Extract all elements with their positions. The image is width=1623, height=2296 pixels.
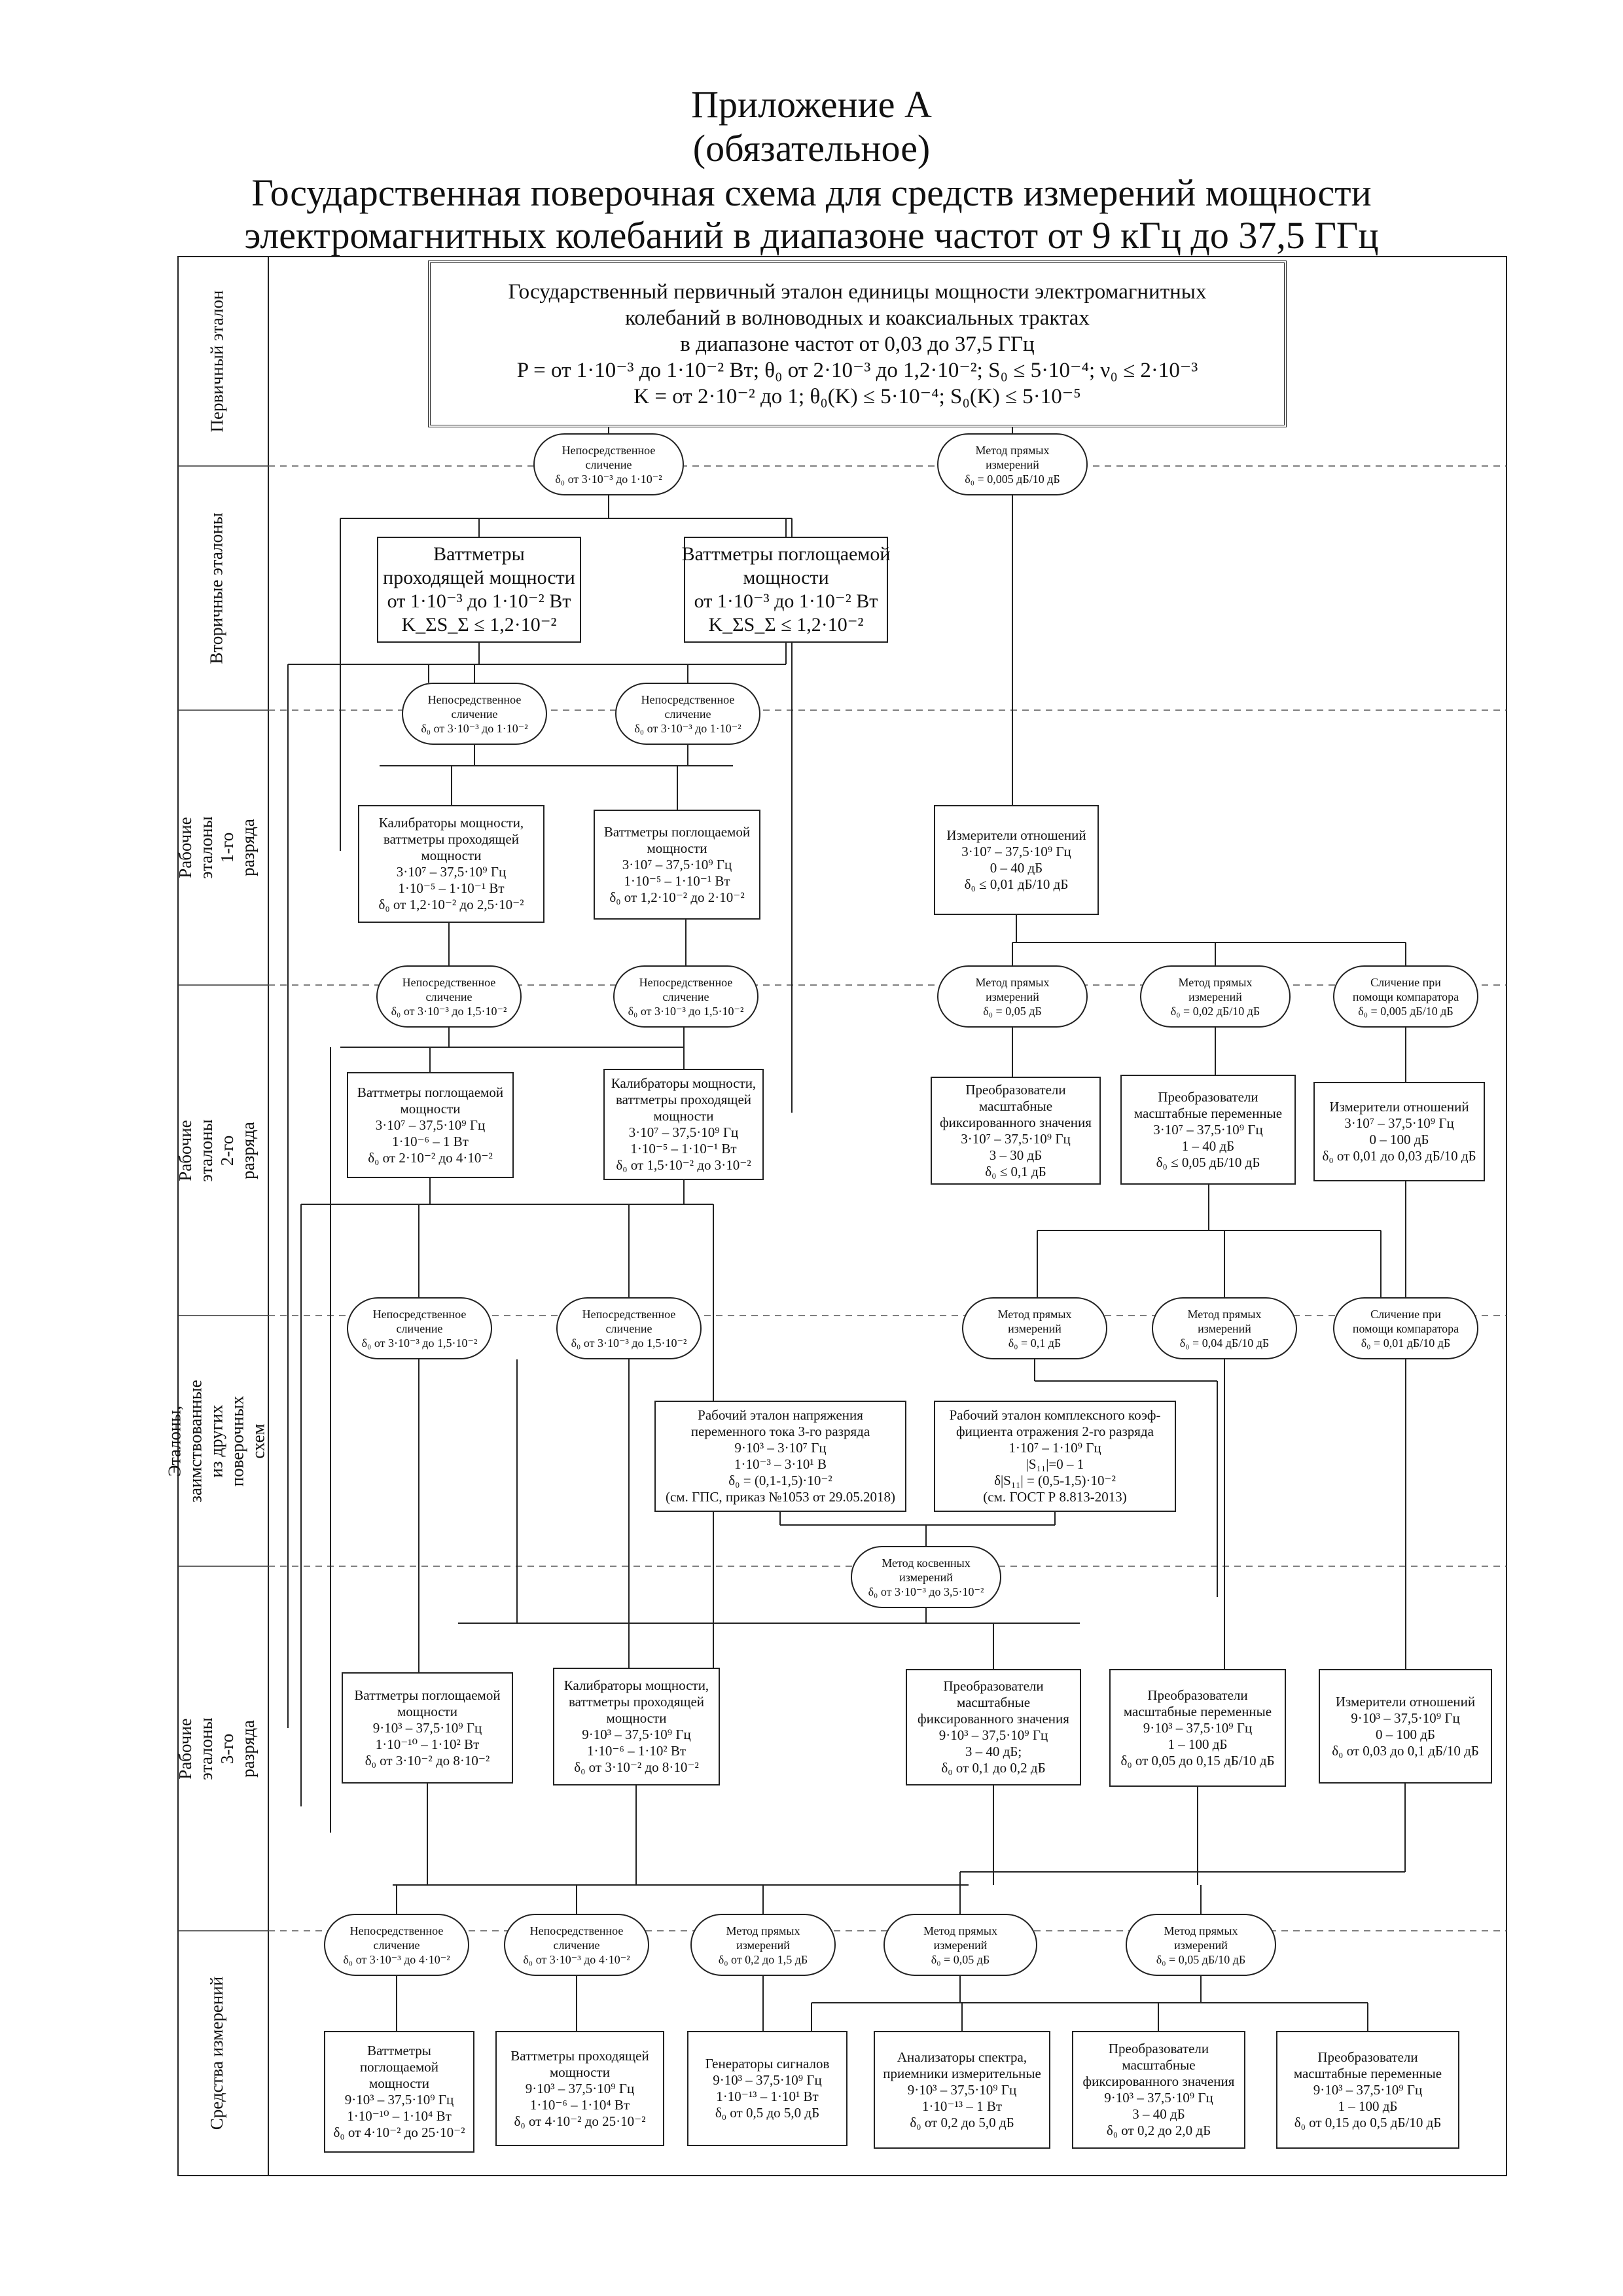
node-text-line: 9·10³ – 37,5·10⁹ Гц [1143, 1719, 1253, 1736]
node-text-line: Измерители отношений [946, 827, 1086, 843]
standard-box-b11 [654, 1401, 906, 1512]
lane-label-instruments: Средства измерений [207, 1976, 227, 2130]
node-text-line: (см. ГПС, приказ №1053 от 29.05.2018) [665, 1489, 896, 1505]
node-text-line: δ₀ от 3·10⁻³ до 3,5·10⁻² [868, 1585, 984, 1598]
node-text-line: фиксированного значения [1082, 2073, 1235, 2089]
node-text-line: Рабочий эталон комплексного коэф- [949, 1407, 1161, 1423]
node-text-line: δ₀ от 0,2 до 1,5 дБ [718, 1952, 808, 1966]
node-text-line: измерений [986, 990, 1039, 1003]
node-text-line: Преобразователи [943, 1678, 1044, 1694]
node-text-line: мощности [743, 567, 829, 588]
node-text-line: Ваттметры [367, 2043, 431, 2058]
standard-box-b5 [934, 805, 1099, 915]
node-text-line: Метод прямых [1164, 1924, 1238, 1937]
method-oval-o1 [533, 433, 684, 495]
node-text-line: мощности [647, 840, 707, 856]
node-text-line: мощности [550, 2064, 610, 2080]
node-text-line: 1·10⁻¹⁰ – 1·10⁴ Вт [347, 2108, 452, 2124]
node-text-line: Ваттметры поглощаемой [603, 823, 751, 840]
standard-box-b17 [1319, 1669, 1492, 1784]
node-text-line: ваттметры проходящей [383, 831, 520, 847]
node-text-line: мощности [653, 1108, 714, 1124]
node-text-line: Непосредственное [639, 975, 733, 989]
node-text-line: 9·10³ – 37,5·10⁹ Гц [1313, 2081, 1423, 2098]
node-text-line: Непосредственное [529, 1924, 624, 1937]
method-oval-o19 [883, 1914, 1037, 1976]
node-text-line: 1·10⁻¹³ – 1·10¹ Вт [716, 2089, 819, 2104]
node-text-line: сличение [605, 1321, 652, 1335]
node-text-line: ваттметры проходящей [615, 1092, 752, 1107]
standard-box-b3 [358, 805, 544, 923]
node-text-line: δ|S₁₁| = (0,5-1,5)·10⁻² [994, 1473, 1116, 1488]
method-oval-o7 [937, 965, 1088, 1028]
node-text-line: измерений [1188, 990, 1242, 1003]
node-text-line: 1·10⁻⁵ – 1·10⁻¹ Вт [624, 872, 730, 889]
node-text-line: Ваттметры поглощаемой [681, 543, 891, 565]
method-oval-o6 [613, 965, 758, 1028]
standard-box-b1 [377, 537, 581, 643]
node-text-line: 3 – 40 дБ [1132, 2106, 1185, 2122]
node-text-line: Метод прямых [997, 1307, 1072, 1321]
node-text-line: Метод прямых [975, 443, 1050, 457]
node-text-line: сличение [451, 707, 498, 721]
node-text-line: 0 – 40 дБ [990, 860, 1043, 876]
node-text-line: от 1·10⁻³ до 1·10⁻² Вт [387, 590, 571, 612]
method-oval-o2 [937, 433, 1088, 495]
node-text-line: масштабные переменные [1293, 2065, 1442, 2081]
node-text-line: Ваттметры поглощаемой [357, 1084, 504, 1100]
node-text-line: |S₁₁|=0 – 1 [1026, 1456, 1084, 1472]
node-text-line: Калибраторы мощности, [611, 1075, 757, 1091]
node-text-line: измерений [899, 1570, 953, 1584]
node-text-line: 3·10⁷ – 37,5·10⁹ Гц [961, 1130, 1071, 1147]
node-text-line: 0 – 100 дБ [1369, 1132, 1429, 1147]
node-text-line: 1·10⁻⁶ – 1 Вт [392, 1133, 469, 1149]
node-text-line: измерений [1198, 1321, 1251, 1335]
node-text-line: 1 – 100 дБ [1338, 2098, 1398, 2114]
node-text-line: 9·10³ – 37,5·10⁹ Гц [938, 1727, 1048, 1743]
node-text-line: сличение [585, 457, 632, 471]
node-text-line: 1·10⁻⁵ – 1·10⁻¹ Вт [398, 880, 505, 896]
node-text-line: Преобразователи [1317, 2049, 1418, 2065]
standard-box-b2 [681, 537, 891, 643]
node-text-line: δ₀ = 0,04 дБ/10 дБ [1179, 1336, 1270, 1350]
standard-box-b4 [594, 810, 760, 920]
standard-box-b19 [495, 2031, 664, 2146]
method-oval-o12 [962, 1297, 1107, 1359]
node-text-line: 1·10⁻⁵ – 1·10⁻¹ Вт [630, 1141, 737, 1157]
method-oval-o15 [851, 1546, 1001, 1608]
node-text-line: 9·10³ – 37,5·10⁹ Гц [344, 2092, 454, 2108]
node-text-line: Метод прямых [1187, 1307, 1262, 1321]
standard-box-b21 [874, 2031, 1050, 2149]
node-text-line: 3·10⁷ – 37,5·10⁹ Гц [628, 1124, 739, 1140]
standard-box-b16 [1109, 1669, 1286, 1787]
node-text-line: Преобразователи [965, 1081, 1066, 1098]
node-text-line: 9·10³ – 3·10⁷ Гц [734, 1440, 827, 1456]
method-oval-o17 [504, 1914, 649, 1976]
lane-label-working-3: Рабочие эталоны 3-го разряда [175, 1717, 258, 1780]
node-text-line: δ₀ от 0,03 до 0,1 дБ/10 дБ [1332, 1742, 1479, 1759]
node-text-line: Калибраторы мощности, [378, 815, 524, 831]
node-text-line: δ₀ от 3·10⁻³ до 4·10⁻² [343, 1952, 450, 1966]
standard-box-b22 [1072, 2031, 1245, 2149]
node-text-line: Непосредственное [641, 692, 735, 706]
node-text-line: 1 – 40 дБ [1181, 1138, 1235, 1154]
node-text-line: 3·10⁷ – 37,5·10⁹ Гц [622, 856, 732, 872]
node-text-line: мощности [400, 1100, 461, 1117]
node-text-line: Измерители отношений [1329, 1099, 1469, 1115]
node-text-line: δ₀ от 0,5 до 5,0 дБ [715, 2105, 820, 2121]
node-text-line: 9·10³ – 37,5·10⁹ Гц [525, 2080, 635, 2096]
standard-box-b6 [347, 1072, 514, 1178]
method-oval-o5 [376, 965, 522, 1028]
method-oval-o18 [690, 1914, 836, 1976]
node-text-line: δ₀ = 0,05 дБ [931, 1952, 990, 1966]
lane-label-working-1: Рабочие эталоны 1-го разряда [175, 816, 258, 879]
standard-box-b9 [1120, 1075, 1296, 1185]
node-text-line: δ₀ от 3·10⁻² до 8·10⁻² [574, 1759, 699, 1775]
node-text-line: 3·10⁷ – 37,5·10⁹ Гц [1153, 1121, 1263, 1138]
node-text-line: измерений [986, 457, 1039, 471]
node-text-line: Непосредственное [427, 692, 522, 706]
node-text-line: δ₀ от 0,2 до 2,0 дБ [1106, 2123, 1211, 2138]
node-text-line: Непосредственное [582, 1307, 676, 1321]
node-text-line: δ₀ = 0,05 дБ/10 дБ [1156, 1952, 1246, 1966]
node-text-line: фиксированного значения [918, 1711, 1069, 1727]
node-text-line: δ₀ от 0,2 до 5,0 дБ [910, 2114, 1014, 2130]
standard-box-b14 [553, 1668, 720, 1785]
node-text-line: от 1·10⁻³ до 1·10⁻² Вт [694, 590, 878, 612]
method-oval-o9 [1333, 965, 1478, 1028]
node-text-line: δ₀ = 0,02 дБ/10 дБ [1170, 1004, 1260, 1018]
node-text-line: 0 – 100 дБ [1376, 1726, 1435, 1742]
node-text-line: Непосредственное [402, 975, 496, 989]
node-text-line: сличение [662, 990, 709, 1003]
method-oval-o11 [556, 1297, 702, 1359]
method-oval-o3 [402, 683, 547, 745]
method-oval-o4 [615, 683, 760, 745]
node-text-line: K_ΣS_Σ ≤ 1,2·10⁻² [708, 614, 864, 636]
node-text-line: Метод косвенных [882, 1556, 971, 1570]
node-text-line: масштабные [978, 1098, 1053, 1114]
node-text-line: Преобразователи [1147, 1687, 1248, 1703]
node-text-line: Метод прямых [1178, 975, 1253, 989]
node-text-line: колебаний в волноводных и коаксиальных трактах [625, 306, 1090, 330]
node-text-line: δ₀ от 3·10⁻² до 8·10⁻² [365, 1752, 490, 1768]
node-text-line: 1·10⁻³ – 3·10¹ В [734, 1456, 827, 1472]
node-text-line: Сличение при [1370, 1307, 1441, 1321]
standard-box-b12 [934, 1401, 1176, 1512]
standard-box-b20 [687, 2031, 847, 2146]
node-text-line: 3·10⁷ – 37,5·10⁹ Гц [961, 844, 1071, 859]
method-oval-o13 [1152, 1297, 1297, 1359]
node-text-line: проходящей мощности [383, 567, 575, 588]
node-text-line: мощности [421, 848, 482, 863]
node-text-line: K = от 2·10⁻² до 1; θ₀(K) ≤ 5·10⁻⁴; S₀(K) ≤ 5·10⁻⁵ [633, 384, 1081, 408]
lane-label-primary: Первичный эталон [207, 290, 227, 433]
node-text-line: 9·10³ – 37,5·10⁹ Гц [372, 1719, 482, 1736]
method-oval-o16 [324, 1914, 469, 1976]
node-text-line: 1·10⁻⁶ – 1·10⁴ Вт [529, 2096, 630, 2113]
standard-box-b13 [342, 1672, 513, 1784]
node-text-line: мощности [606, 1710, 667, 1726]
node-text-line: Метод прямых [975, 975, 1050, 989]
node-text-line: 3·10⁷ – 37,5·10⁹ Гц [396, 864, 507, 880]
node-text-line: Метод прямых [726, 1924, 800, 1937]
node-text-line: 3 – 30 дБ [989, 1147, 1043, 1163]
node-text-line: δ₀ от 4·10⁻² до 25·10⁻² [514, 2113, 646, 2129]
lane-label-borrowed: Эталоны, заимствованные из других поверочных схем [165, 1379, 269, 1503]
node-text-line: δ₀ от 0,05 до 0,15 дБ/10 дБ [1120, 1752, 1275, 1768]
node-text-line: масштабные переменные [1123, 1703, 1272, 1719]
node-text-line: Государственный первичный эталон единицы мощности электромагнитных [508, 279, 1207, 304]
node-text-line: δ₀ от 2·10⁻² до 4·10⁻² [368, 1149, 493, 1166]
node-text-line: масштабные [1122, 2057, 1196, 2073]
node-text-line: δ₀ = 0,1 дБ [1008, 1336, 1061, 1350]
node-text-line: 1 – 100 дБ [1168, 1736, 1228, 1752]
node-text-line: ваттметры проходящей [568, 1694, 705, 1710]
node-text-line: 9·10³ – 37,5·10⁹ Гц [1351, 1710, 1460, 1726]
node-text-line: δ₀ ≤ 0,05 дБ/10 дБ [1156, 1154, 1260, 1170]
node-text-line: δ₀ от 4·10⁻² до 25·10⁻² [333, 2125, 465, 2140]
node-text-line: 9·10³ – 37,5·10⁹ Гц [582, 1727, 691, 1742]
node-text-line: δ₀ от 3·10⁻³ до 1·10⁻² [555, 472, 662, 486]
standard-box-b15 [906, 1669, 1081, 1785]
node-text-line: Рабочий эталон напряжения [698, 1407, 863, 1423]
node-text-line: фициента отражения 2-го разряда [956, 1424, 1154, 1439]
lane-label-working-2: Рабочие эталоны 2-го разряда [175, 1119, 258, 1182]
standard-box-b10 [1313, 1082, 1485, 1181]
node-text-line: δ₀ от 0,01 до 0,03 дБ/10 дБ [1322, 1148, 1476, 1164]
node-text-line: измерений [736, 1938, 790, 1952]
scheme-title-line1: Государственная поверочная схема для средств измерений мощности [251, 171, 1372, 214]
node-text-line: δ₀ от 0,1 до 0,2 дБ [941, 1760, 1046, 1776]
node-text-line: сличение [373, 1938, 420, 1952]
node-text-line: мощности [369, 2075, 429, 2091]
node-text-line: 1·10⁻¹³ – 1 Вт [921, 2098, 1003, 2114]
node-text-line: δ₀ от 0,15 до 0,5 дБ/10 дБ [1294, 2114, 1442, 2130]
node-text-line: измерений [933, 1938, 988, 1952]
node-text-line: Генераторы сигналов [705, 2056, 830, 2072]
node-text-line: 1·10⁷ – 1·10⁹ Гц [1008, 1440, 1101, 1456]
connection-lines [288, 427, 1406, 2031]
node-text-line: Непосредственное [562, 443, 656, 457]
node-text-line: 3 – 40 дБ; [965, 1744, 1022, 1759]
node-text-line: 9·10³ – 37,5·10⁹ Гц [713, 2072, 822, 2088]
node-text-line: сличение [553, 1938, 600, 1952]
node-text-line: δ₀ ≤ 0,1 дБ [985, 1163, 1046, 1179]
appendix-status: (обязательное) [692, 127, 931, 170]
method-oval-o10 [347, 1297, 492, 1359]
node-text-line: Ваттметры проходящей [510, 2047, 649, 2064]
primary-standard-box [428, 260, 1287, 427]
node-text-line: масштабные переменные [1133, 1105, 1283, 1121]
node-text-line: помощи компаратора [1352, 990, 1459, 1003]
node-text-line: Преобразователи [1158, 1088, 1258, 1105]
node-text-line: сличение [425, 990, 473, 1003]
node-text-line: измерений [1174, 1938, 1228, 1952]
node-text-line: сличение [664, 707, 711, 721]
method-oval-o14 [1333, 1297, 1478, 1359]
node-text-line: переменного тока 3-го разряда [690, 1424, 870, 1439]
method-oval-o20 [1126, 1914, 1276, 1976]
node-text-line: δ₀ от 3·10⁻³ до 1,5·10⁻² [628, 1004, 744, 1018]
node-text-line: P = от 1·10⁻³ до 1·10⁻² Вт; θ₀ от 2·10⁻³ до 1,2·10⁻²; S₀ ≤ 5·10⁻⁴; ν₀ ≤ 2·10⁻³ [516, 358, 1198, 382]
node-text-line: поглощаемой [359, 2059, 439, 2075]
node-text-line: Непосредственное [349, 1924, 444, 1937]
node-text-line: (см. ГОСТ Р 8.813-2013) [983, 1489, 1127, 1505]
node-text-line: δ₀ = 0,01 дБ/10 дБ [1361, 1336, 1451, 1350]
node-text-line: Метод прямых [923, 1924, 997, 1937]
node-text-line: Ваттметры [433, 543, 525, 565]
node-text-line: δ₀ от 1,2·10⁻² до 2·10⁻² [609, 889, 745, 905]
node-text-line: Измерители отношений [1335, 1693, 1476, 1710]
node-text-line: Преобразователи [1108, 2041, 1209, 2056]
node-text-line: δ₀ от 3·10⁻³ до 4·10⁻² [523, 1952, 630, 1966]
node-text-line: приемники измерительные [883, 2065, 1041, 2081]
node-text-line: δ₀ от 1,5·10⁻² до 3·10⁻² [616, 1157, 751, 1173]
node-text-line: δ₀ ≤ 0,01 дБ/10 дБ [964, 876, 1069, 892]
node-text-line: δ₀ = (0,1-1,5)·10⁻² [728, 1473, 832, 1488]
node-text-line: 3·10⁷ – 37,5·10⁹ Гц [375, 1117, 486, 1133]
node-text-line: Калибраторы мощности, [563, 1677, 709, 1693]
node-text-line: 9·10³ – 37,5·10⁹ Гц [1104, 2090, 1213, 2106]
standard-box-b8 [931, 1077, 1101, 1185]
standard-box-b23 [1276, 2031, 1459, 2149]
node-text-line: δ₀ от 3·10⁻³ до 1·10⁻² [634, 721, 741, 735]
node-text-line: в диапазоне частот от 0,03 до 37,5 ГГц [680, 332, 1035, 356]
node-text-line: измерений [1008, 1321, 1061, 1335]
node-text-line: 1·10⁻⁶ – 1·10² Вт [586, 1743, 687, 1759]
node-text-line: 1·10⁻¹⁰ – 1·10² Вт [375, 1736, 480, 1752]
scheme-title-line2: электромагнитных колебаний в диапазоне частот от 9 кГц до 37,5 ГГц [244, 214, 1379, 257]
node-text-line: δ₀ от 3·10⁻³ до 1,5·10⁻² [571, 1336, 687, 1350]
method-oval-o8 [1140, 965, 1291, 1028]
node-text-line: 3·10⁷ – 37,5·10⁹ Гц [1344, 1115, 1454, 1131]
lane-label-secondary: Вторичные эталоны [207, 512, 226, 664]
node-text-line: K_ΣS_Σ ≤ 1,2·10⁻² [401, 614, 557, 636]
node-text-line: δ₀ = 0,05 дБ [983, 1004, 1042, 1018]
node-text-line: δ₀ от 3·10⁻³ до 1·10⁻² [421, 721, 528, 735]
standard-box-b7 [603, 1069, 764, 1180]
standard-box-b18 [324, 2031, 474, 2153]
node-text-line: Сличение при [1370, 975, 1441, 989]
node-text-line: сличение [396, 1321, 443, 1335]
appendix-title: Приложение А [691, 83, 932, 126]
node-text-line: Непосредственное [372, 1307, 467, 1321]
node-text-line: Анализаторы спектра, [897, 2049, 1027, 2065]
node-text-line: Ваттметры поглощаемой [354, 1687, 501, 1703]
node-text-line: фиксированного значения [940, 1114, 1092, 1130]
node-text-line: δ₀ = 0,005 дБ/10 дБ [1358, 1004, 1454, 1018]
node-text-line: мощности [397, 1703, 457, 1719]
node-text-line: δ₀ от 3·10⁻³ до 1,5·10⁻² [361, 1336, 478, 1350]
node-text-line: помощи компаратора [1352, 1321, 1459, 1335]
node-text-line: 9·10³ – 37,5·10⁹ Гц [907, 2081, 1017, 2098]
node-text-line: δ₀ от 3·10⁻³ до 1,5·10⁻² [391, 1004, 507, 1018]
node-text-line: δ₀ = 0,005 дБ/10 дБ [965, 472, 1060, 486]
node-text-line: масштабные [956, 1695, 1031, 1710]
node-text-line: δ₀ от 1,2·10⁻² до 2,5·10⁻² [378, 897, 524, 912]
